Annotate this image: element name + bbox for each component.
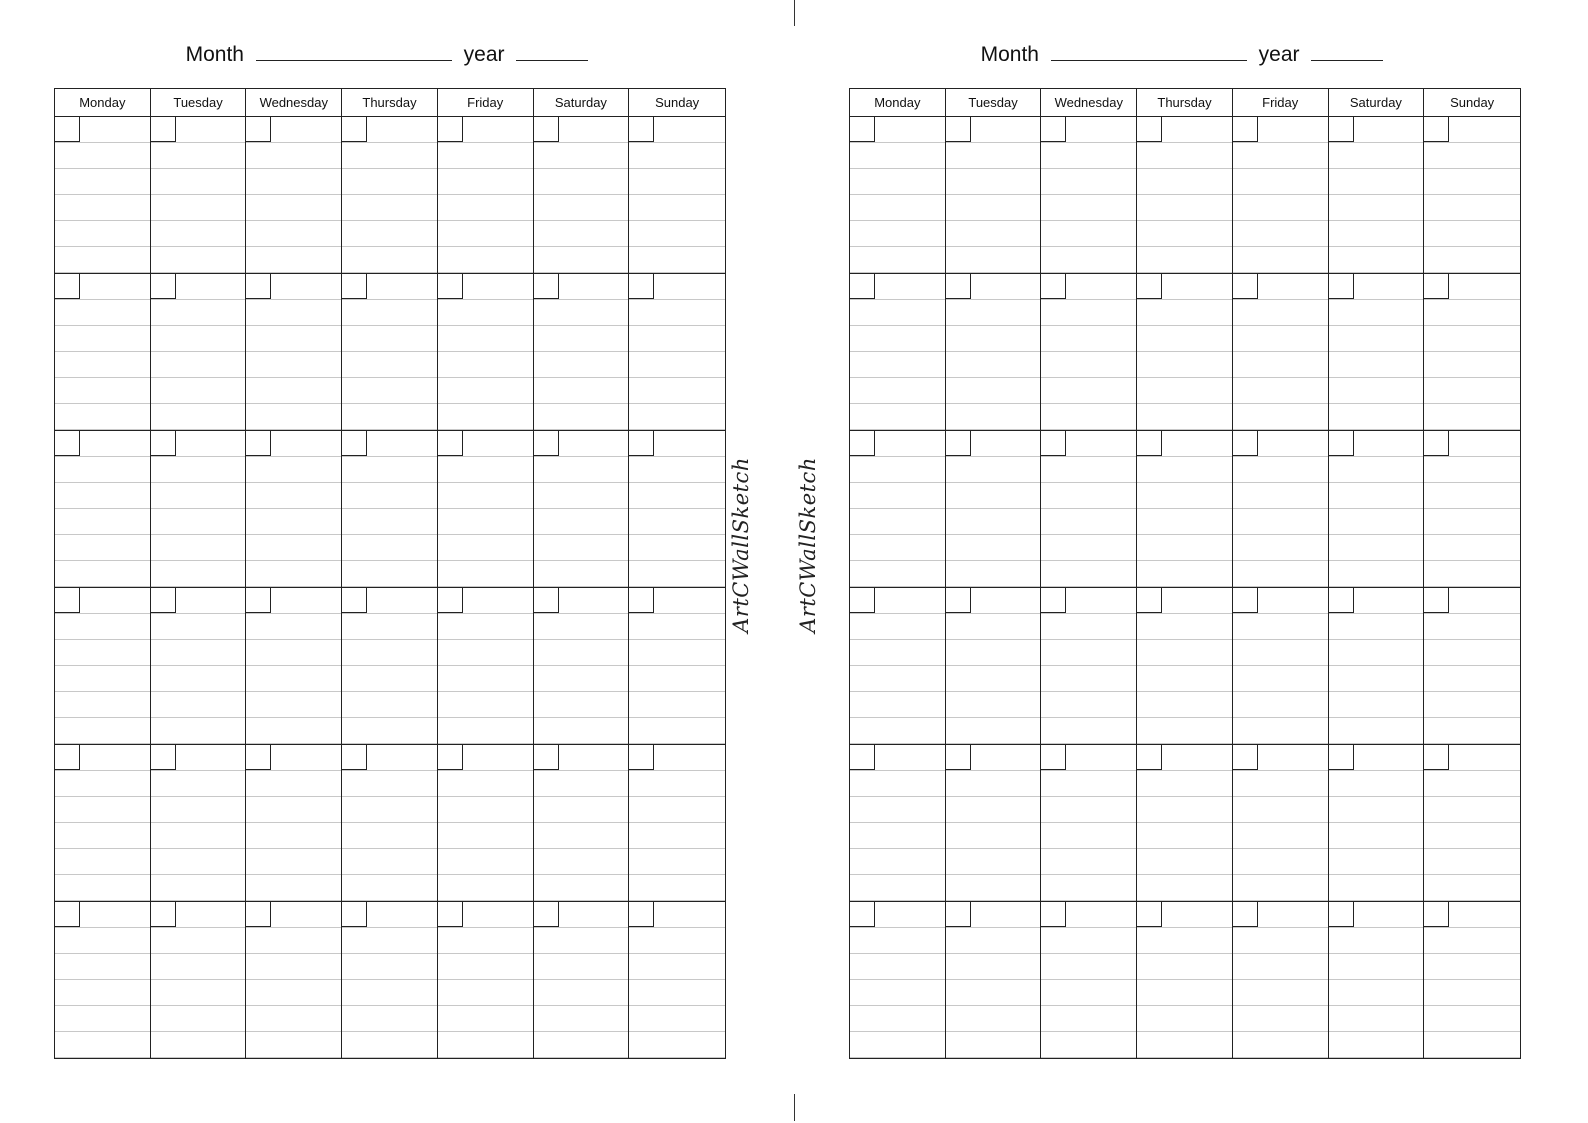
date-number-box[interactable]: [1041, 117, 1066, 142]
day-cell[interactable]: [342, 588, 438, 744]
weekday-header-saturday: Saturday: [1329, 89, 1425, 116]
day-cell[interactable]: [1041, 745, 1137, 901]
week-row: [850, 902, 1520, 1058]
day-cell[interactable]: [629, 588, 725, 744]
day-cell[interactable]: [55, 117, 151, 273]
date-number-box[interactable]: [534, 902, 559, 927]
day-cell[interactable]: [946, 117, 1042, 273]
day-cell[interactable]: [1041, 117, 1137, 273]
weekday-header-monday: Monday: [850, 89, 946, 116]
day-cell[interactable]: [246, 902, 342, 1058]
week-row: [55, 431, 725, 588]
calendar-grid: [849, 88, 1521, 1059]
date-number-box[interactable]: [55, 588, 80, 613]
day-cell[interactable]: [1137, 902, 1233, 1058]
day-cell[interactable]: [1233, 274, 1329, 430]
date-number-box[interactable]: [151, 745, 176, 770]
date-number-box[interactable]: [850, 274, 875, 299]
day-cell[interactable]: [1329, 274, 1425, 430]
date-number-box[interactable]: [1041, 902, 1066, 927]
day-cell[interactable]: [1233, 431, 1329, 587]
week-row: [850, 588, 1520, 745]
date-number-box[interactable]: [438, 117, 463, 142]
day-cell[interactable]: [438, 117, 534, 273]
date-number-box[interactable]: [629, 902, 654, 927]
day-cell[interactable]: [151, 117, 247, 273]
day-cell[interactable]: [850, 588, 946, 744]
day-cell[interactable]: [151, 431, 247, 587]
day-cell[interactable]: [246, 274, 342, 430]
date-number-box[interactable]: [1329, 588, 1354, 613]
date-number-box[interactable]: [342, 431, 367, 456]
week-row: [55, 745, 725, 902]
date-number-box[interactable]: [246, 902, 271, 927]
date-number-box[interactable]: [629, 117, 654, 142]
date-number-box[interactable]: [534, 745, 559, 770]
date-number-box[interactable]: [151, 902, 176, 927]
day-cell[interactable]: [1041, 588, 1137, 744]
day-cell[interactable]: [1424, 588, 1520, 744]
day-cell[interactable]: [850, 117, 946, 273]
day-cell[interactable]: [534, 902, 630, 1058]
weekday-header-row: [55, 89, 725, 117]
day-cell[interactable]: [629, 902, 725, 1058]
date-number-box[interactable]: [246, 745, 271, 770]
date-number-box[interactable]: [1041, 745, 1066, 770]
weekday-header-thursday: Thursday: [342, 89, 438, 116]
day-cell[interactable]: [55, 431, 151, 587]
page-header: [849, 40, 1521, 69]
date-number-box[interactable]: [246, 274, 271, 299]
day-cell[interactable]: [1233, 745, 1329, 901]
day-cell[interactable]: [246, 588, 342, 744]
weekday-header-row: [850, 89, 1520, 117]
day-cell[interactable]: [438, 588, 534, 744]
day-cell[interactable]: [1424, 117, 1520, 273]
date-number-box[interactable]: [534, 588, 559, 613]
date-number-box[interactable]: [534, 431, 559, 456]
date-number-box[interactable]: [629, 745, 654, 770]
date-number-box[interactable]: [1041, 588, 1066, 613]
day-cell[interactable]: [850, 902, 946, 1058]
date-number-box[interactable]: [438, 431, 463, 456]
date-number-box[interactable]: [1329, 745, 1354, 770]
day-cell[interactable]: [342, 117, 438, 273]
day-cell[interactable]: [1424, 902, 1520, 1058]
date-number-box[interactable]: [1137, 745, 1162, 770]
week-row: [850, 274, 1520, 431]
day-cell[interactable]: [1424, 745, 1520, 901]
day-cell[interactable]: [55, 902, 151, 1058]
date-number-box[interactable]: [534, 274, 559, 299]
date-number-box[interactable]: [1329, 431, 1354, 456]
weekday-header-monday: Monday: [55, 89, 151, 116]
day-cell[interactable]: [1329, 588, 1425, 744]
week-row: [55, 588, 725, 745]
day-cell[interactable]: [151, 902, 247, 1058]
month-label: Month: [980, 43, 1039, 66]
day-cell[interactable]: [1041, 902, 1137, 1058]
day-cell[interactable]: [850, 274, 946, 430]
year-blank-line: [1311, 40, 1383, 61]
date-number-box[interactable]: [1424, 902, 1449, 927]
date-number-box[interactable]: [1233, 117, 1258, 142]
day-cell[interactable]: [1041, 431, 1137, 587]
weekday-header-wednesday: Wednesday: [1041, 89, 1137, 116]
day-cell[interactable]: [1233, 902, 1329, 1058]
date-number-box[interactable]: [55, 117, 80, 142]
week-row: [850, 117, 1520, 274]
date-number-box[interactable]: [1041, 431, 1066, 456]
date-number-box[interactable]: [946, 745, 971, 770]
date-number-box[interactable]: [946, 274, 971, 299]
day-cell[interactable]: [1233, 588, 1329, 744]
date-number-box[interactable]: [1424, 117, 1449, 142]
day-cell[interactable]: [1329, 431, 1425, 587]
date-number-box[interactable]: [438, 588, 463, 613]
fold-mark-top: [794, 0, 795, 26]
weekday-header-tuesday: Tuesday: [151, 89, 247, 116]
date-number-box[interactable]: [246, 431, 271, 456]
date-number-box[interactable]: [1137, 431, 1162, 456]
day-cell[interactable]: [246, 431, 342, 587]
date-number-box[interactable]: [1041, 274, 1066, 299]
day-cell[interactable]: [1233, 117, 1329, 273]
date-number-box[interactable]: [151, 117, 176, 142]
day-cell[interactable]: [534, 745, 630, 901]
day-cell[interactable]: [55, 745, 151, 901]
date-number-box[interactable]: [55, 745, 80, 770]
day-cell[interactable]: [151, 745, 247, 901]
date-number-box[interactable]: [1233, 745, 1258, 770]
day-cell[interactable]: [342, 274, 438, 430]
watermark-logo-left: ArtCWallSketch: [729, 457, 753, 633]
day-cell[interactable]: [438, 902, 534, 1058]
day-cell[interactable]: [1329, 745, 1425, 901]
day-cell[interactable]: [1424, 274, 1520, 430]
date-number-box[interactable]: [342, 745, 367, 770]
day-cell[interactable]: [1329, 902, 1425, 1058]
day-cell[interactable]: [55, 274, 151, 430]
weeks-container: [55, 117, 725, 1058]
date-number-box[interactable]: [1424, 431, 1449, 456]
date-number-box[interactable]: [55, 431, 80, 456]
date-number-box[interactable]: [1137, 588, 1162, 613]
date-number-box[interactable]: [342, 117, 367, 142]
day-cell[interactable]: [1137, 745, 1233, 901]
day-cell[interactable]: [246, 117, 342, 273]
day-cell[interactable]: [534, 588, 630, 744]
date-number-box[interactable]: [438, 274, 463, 299]
weekday-header-friday: Friday: [1233, 89, 1329, 116]
date-number-box[interactable]: [1137, 274, 1162, 299]
day-cell[interactable]: [438, 745, 534, 901]
day-cell[interactable]: [629, 745, 725, 901]
date-number-box[interactable]: [151, 431, 176, 456]
week-row: [55, 902, 725, 1058]
date-number-box[interactable]: [246, 117, 271, 142]
day-cell[interactable]: [1424, 431, 1520, 587]
day-cell[interactable]: [1041, 274, 1137, 430]
date-number-box[interactable]: [850, 431, 875, 456]
date-number-box[interactable]: [1233, 274, 1258, 299]
day-cell[interactable]: [850, 431, 946, 587]
date-number-box[interactable]: [850, 745, 875, 770]
day-cell[interactable]: [946, 745, 1042, 901]
day-cell[interactable]: [629, 274, 725, 430]
weekday-header-tuesday: Tuesday: [946, 89, 1042, 116]
date-number-box[interactable]: [1424, 745, 1449, 770]
day-cell[interactable]: [151, 274, 247, 430]
year-label: year: [463, 43, 505, 66]
date-number-box[interactable]: [629, 588, 654, 613]
date-number-box[interactable]: [1424, 588, 1449, 613]
date-number-box[interactable]: [946, 902, 971, 927]
date-number-box[interactable]: [629, 274, 654, 299]
day-cell[interactable]: [946, 274, 1042, 430]
page-header: [54, 40, 726, 69]
date-number-box[interactable]: [1137, 902, 1162, 927]
date-number-box[interactable]: [342, 274, 367, 299]
date-number-box[interactable]: [151, 588, 176, 613]
weekday-header-friday: Friday: [438, 89, 534, 116]
day-cell[interactable]: [246, 745, 342, 901]
date-number-box[interactable]: [1137, 117, 1162, 142]
date-number-box[interactable]: [1329, 902, 1354, 927]
day-cell[interactable]: [534, 274, 630, 430]
date-number-box[interactable]: [1424, 274, 1449, 299]
weekday-header-thursday: Thursday: [1137, 89, 1233, 116]
day-cell[interactable]: [534, 117, 630, 273]
day-cell[interactable]: [438, 274, 534, 430]
week-row: [55, 117, 725, 274]
date-number-box[interactable]: [342, 902, 367, 927]
date-number-box[interactable]: [438, 902, 463, 927]
day-cell[interactable]: [1137, 274, 1233, 430]
date-number-box[interactable]: [55, 274, 80, 299]
year-label: year: [1258, 43, 1300, 66]
date-number-box[interactable]: [946, 588, 971, 613]
weeks-container: [850, 117, 1520, 1058]
date-number-box[interactable]: [1233, 902, 1258, 927]
date-number-box[interactable]: [1233, 431, 1258, 456]
date-number-box[interactable]: [1329, 274, 1354, 299]
date-number-box[interactable]: [629, 431, 654, 456]
week-row: [55, 274, 725, 431]
weekday-header-sunday: Sunday: [1450, 95, 1495, 110]
day-cell[interactable]: [151, 588, 247, 744]
date-number-box[interactable]: [850, 588, 875, 613]
week-row: [850, 745, 1520, 902]
month-blank-line: [1051, 40, 1247, 61]
date-number-box[interactable]: [850, 117, 875, 142]
week-row: [850, 431, 1520, 588]
weekday-header-saturday: Saturday: [534, 89, 630, 116]
date-number-box[interactable]: [438, 745, 463, 770]
month-blank-line: [256, 40, 452, 61]
date-number-box[interactable]: [1329, 117, 1354, 142]
day-cell[interactable]: [946, 431, 1042, 587]
date-number-box[interactable]: [850, 902, 875, 927]
date-number-box[interactable]: [534, 117, 559, 142]
day-cell[interactable]: [1137, 117, 1233, 273]
day-cell[interactable]: [55, 588, 151, 744]
date-number-box[interactable]: [55, 902, 80, 927]
day-cell[interactable]: [342, 745, 438, 901]
fold-mark-bottom: [794, 1094, 795, 1121]
day-cell[interactable]: [946, 902, 1042, 1058]
day-cell[interactable]: [629, 117, 725, 273]
day-cell[interactable]: [438, 431, 534, 587]
weekday-header-wednesday: Wednesday: [246, 89, 342, 116]
day-cell[interactable]: [1137, 431, 1233, 587]
date-number-box[interactable]: [342, 588, 367, 613]
weekday-header-sunday: Sunday: [655, 95, 700, 110]
day-cell[interactable]: [1137, 588, 1233, 744]
date-number-box[interactable]: [151, 274, 176, 299]
calendar-grid: [54, 88, 726, 1059]
day-cell[interactable]: [1329, 117, 1425, 273]
month-label: Month: [185, 43, 244, 66]
watermark-logo-right: ArtCWallSketch: [796, 457, 820, 633]
day-cell[interactable]: [946, 588, 1042, 744]
day-cell[interactable]: [850, 745, 946, 901]
date-number-box[interactable]: [1233, 588, 1258, 613]
year-blank-line: [516, 40, 588, 61]
date-number-box[interactable]: [946, 431, 971, 456]
day-cell[interactable]: [534, 431, 630, 587]
day-cell[interactable]: [629, 431, 725, 587]
date-number-box[interactable]: [246, 588, 271, 613]
date-number-box[interactable]: [946, 117, 971, 142]
day-cell[interactable]: [342, 431, 438, 587]
day-cell[interactable]: [342, 902, 438, 1058]
